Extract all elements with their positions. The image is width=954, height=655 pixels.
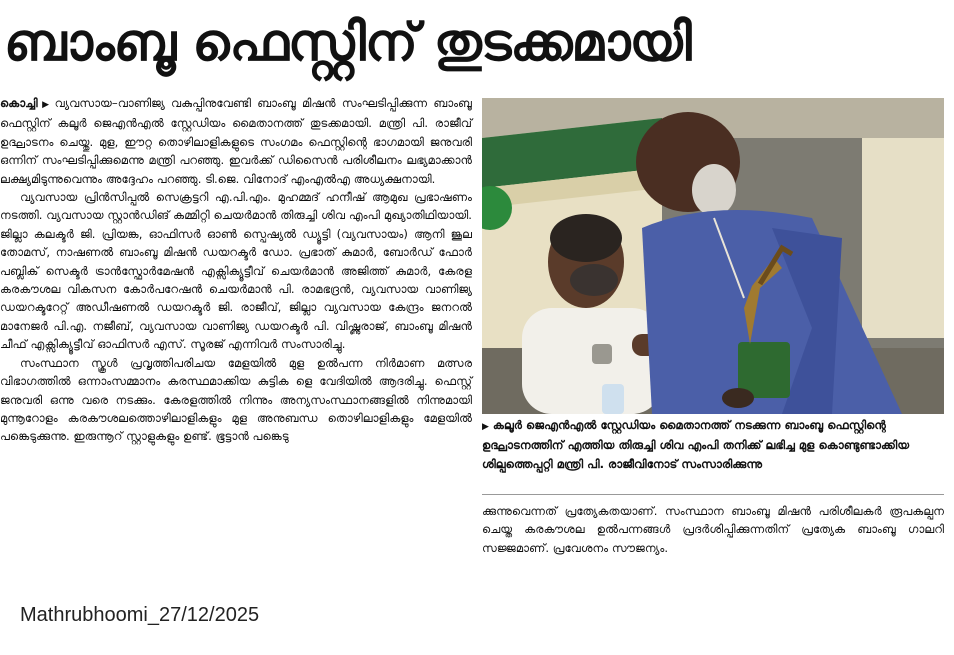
- caption-text: കലൂർ ജെഎൻഎൽ സ്റ്റേഡിയം മൈതാനത്ത് നടക്കുന്ന ബാംബൂ ഫെസ്റ്റിന്റെ ഉദ്ഘാടനത്തിന് എത്തിയ തിരുച്ചി ശിവ എംപി തനിക്ക് ലഭിച്ച മുള കൊണ്ടുണ്ടാക്കിയ ശില്പത്തെപ്പറ്റി മന്ത്രി പി. രാജീവിനോട് സംസാരിക്കുന്നു: [482, 418, 910, 471]
- paragraph-text: വ്യവസായ–വാണിജ്യ വകുപ്പിനുവേണ്ടി ബാംബൂ മിഷൻ സംഘടിപ്പിക്കുന്ന ബാംബൂ ഫെസ്റ്റിന് കലൂർ ജെഎൻഎൽ സ്റ്റേഡിയം മൈതാനത്ത് തുടക്കമായി. മന്ത്രി പി. രാജീവ് ഉദ്ഘാടനം ചെയ്തു. മുള, ഈറ്റ തൊഴിലാളികളുടെ സംഗമം ഫെസ്റ്റിന്റെ ഭാഗമായി ജനുവരി ഒന്നിന് സംഘടിപ്പിക്കുമെന്നു മന്ത്രി പറഞ്ഞു. ഇവർക്ക് ഡിസൈൻ പരിശീലനം ലഭ്യമാക്കാൻ ലക്ഷ്യമിടുന്നുവെന്നും അദ്ദേഹം പറഞ്ഞു. ടി.ജെ. വിനോദ് എംഎൽഎ അധ്യക്ഷനായി.: [0, 96, 472, 186]
- photo-caption: [482, 416, 944, 473]
- caption-arrow-icon: ▶: [482, 422, 489, 432]
- article-paragraph: വ്യവസായ പ്രിൻസിപ്പൽ സെക്രട്ടറി എ.പി.എം. മുഹമ്മദ് ഹനീഷ് ആമുഖ പ്രഭാഷണം നടത്തി. വ്യവസായ സ്റ്റാൻഡിങ് കമ്മിറ്റി ചെയർമാൻ തിരുച്ചി ശിവ എംപി മുഖ്യാതിഥിയായി. ജില്ലാ കലക്ടർ ജി. പ്രിയങ്ക, ഓഫിസർ ഓൺ സ്പെഷ്യൽ ഡ്യൂട്ടി (വ്യവസായം) ആനി ജൂല തോമസ്, നാഷണൽ ബാംബൂ മിഷൻ ഡയറക്ടർ ഡോ. പ്രഭാത് കുമാർ, ബോർഡ് ഫോർ പബ്ലിക് സെക്ടർ ട്രാൻസ്ഫോർമേഷൻ എക്സിക്യൂട്ടീവ് ചെയർമാൻ അജിത്ത് കുമാർ, കേരള കരകൗശല വികസന കോർപറേഷൻ ചെയർമാൻ പി. രാമഭദ്രൻ, വ്യവസായ വാണിജ്യ ഡയറക്ടറേറ്റ് അഡീഷണൽ ഡയറക്ടർ ജി. രാജീവ്, ജില്ലാ വ്യവസായ കേന്ദ്രം ജനറൽ മാനേജർ പി.എ. നജീബ്, വ്യവസായ വാണിജ്യ ഡയറക്ടർ പി. വിഷ്ണുരാജ്, ബാംബൂ മിഷൻ ചീഫ് എക്സിക്യൂട്ടീവ് ഓഫിസർ എസ്. സൂരജ് എന്നിവർ സംസാരിച്ചു.: [0, 190, 472, 352]
- source-label: Mathrubhoomi_27/12/2025: [20, 604, 260, 626]
- caption-divider: [482, 494, 944, 495]
- headline: ബാംബൂ ഫെസ്റ്റിന് തുടക്കമായി: [4, 13, 691, 73]
- dateline-arrow-icon: ▶: [39, 100, 52, 110]
- news-photo: [482, 98, 944, 414]
- dateline: കൊച്ചി: [0, 96, 38, 110]
- article-continuation: ക്കുന്നുവെന്നത് പ്രത്യേകതയാണ്. സംസ്ഥാന ബാംബൂ മിഷൻ പരിശീലകർ രൂപകല്പന ചെയ്ത കരകൗശല ഉൽപന്നങ്ങൾ പ്രദർശിപ്പിക്കുന്നതിന് പ്രത്യേക ബാംബൂ ഗാലറി സജ്ജമാണ്. പ്രവേശനം സൗജന്യം.: [482, 504, 944, 555]
- article-body: [0, 94, 472, 446]
- article-paragraph: സംസ്ഥാന സ്കൂൾ പ്രവൃത്തിപരിചയ മേളയിൽ മുള ഉൽപന്ന നിർമാണ മത്സര വിഭാഗത്തിൽ ഒന്നാംസമ്മാനം കരസ്ഥമാക്കിയ കുട്ടിക ളെ വേദിയിൽ ആദരിച്ചു. ഫെസ്റ്റ് ജനുവരി ഒന്നു വരെ നടക്കും. കേരളത്തിൽ നിന്നും അന്യസംസ്ഥാനങ്ങളിൽ നിന്നുമായി മുന്നൂറോളം കരകൗശലത്തൊഴിലാളികളും മുള അനുബന്ധ തൊഴിലാളികളും മേളയിൽ പങ്കെടുക്കുന്നു. ഇരുന്നൂറ് സ്റ്റാളുകളും ഉണ്ട്. ഭൂട്ടാൻ പങ്കെടു: [0, 355, 472, 444]
- article-paragraph: [0, 94, 472, 188]
